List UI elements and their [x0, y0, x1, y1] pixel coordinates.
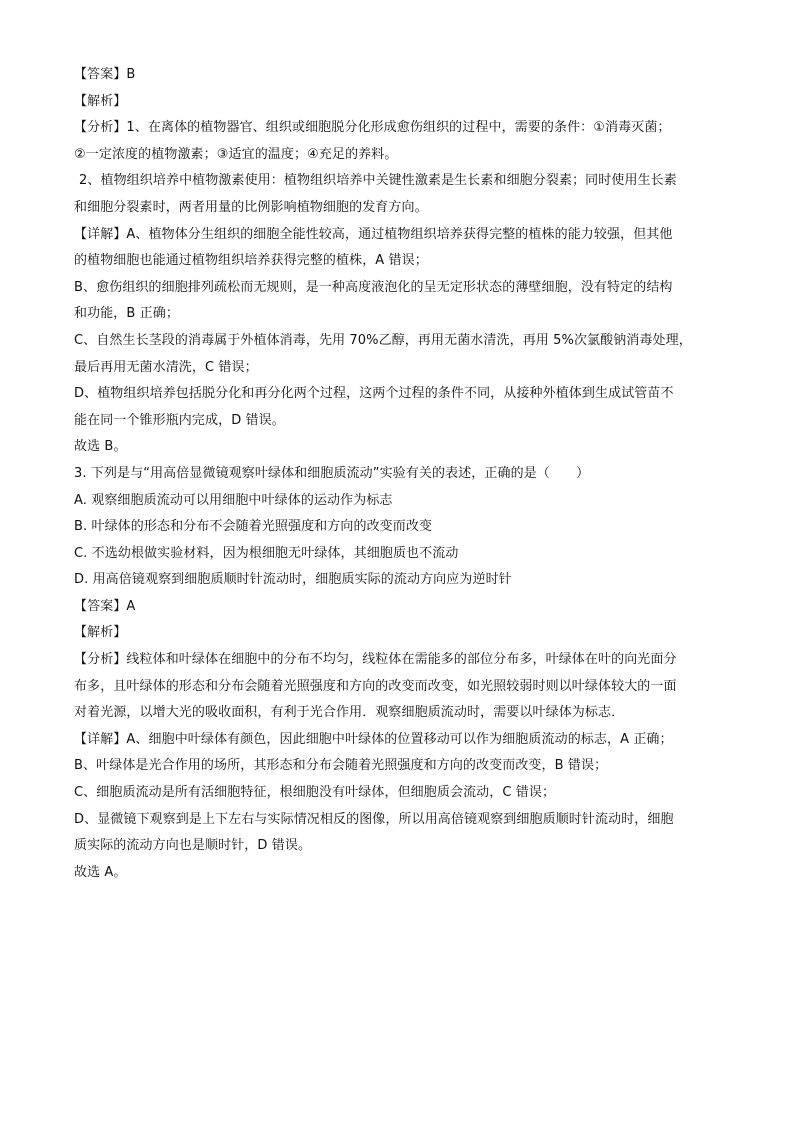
- question-stem: 3. 下列是与“用高倍显微镜观察叶绿体和细胞质流动”实验有关的表述，正确的是（ ）: [74, 465, 590, 481]
- option-a: A. 观察细胞质流动可以用细胞中叶绿体的运动作为标志: [74, 492, 393, 508]
- option-c: C. 不选幼根做实验材料，因为根细胞无叶绿体，其细胞质也不流动: [74, 545, 459, 561]
- detail-paragraph: B、愈伤组织的细胞排列疏松而无规则，是一种高度液泡化的呈无定形状态的薄壁细胞，没有特定的结构: [74, 279, 673, 295]
- conclusion: 故选 B。: [74, 439, 127, 455]
- detail-paragraph: 能在同一个锥形瓶内完成，D 错误。: [74, 412, 285, 428]
- detail-paragraph: D、植物组织培养包括脱分化和再分化两个过程，这两个过程的条件不同，从接种外植体到生成试管苗不: [74, 386, 674, 402]
- detail-paragraph: 【详解】A、细胞中叶绿体有颜色，因此细胞中叶绿体的位置移动可以作为细胞质流动的标志，A 正确；: [74, 731, 673, 747]
- option-d: D. 用高倍镜观察到细胞质顺时针流动时，细胞质实际的流动方向应为逆时针: [74, 572, 512, 588]
- detail-paragraph: D、显微镜下观察到是上下左右与实际情况相反的图像，所以用高倍镜观察到细胞质顺时针流动时，细胞: [74, 811, 674, 827]
- answer-label: 【答案】A: [74, 598, 136, 614]
- analysis-paragraph: 对着光源，以增大光的吸收面积，有利于光合作用．观察细胞质流动时，需要以叶绿体为标志．: [74, 705, 625, 721]
- analysis-paragraph: 【分析】线粒体和叶绿体在细胞中的分布不均匀，线粒体在需能多的部位分布多，叶绿体在叶的向光面分: [74, 652, 677, 668]
- analysis-paragraph: 布多，且叶绿体的形态和分布会随着光照强度和方向的改变而改变，如光照较弱时则以叶绿体较大的一面: [74, 678, 677, 694]
- analysis-heading: 【解析】: [74, 93, 127, 109]
- analysis-paragraph: ②一定浓度的植物激素；③适宜的温度；④充足的养料。: [74, 146, 398, 162]
- detail-paragraph: 和功能，B 正确；: [74, 306, 179, 322]
- detail-paragraph: 【详解】A、植物体分生组织的细胞全能性较高，通过植物组织培养获得完整的植株的能力较强，但其他: [74, 226, 673, 242]
- analysis-paragraph: 2、植物组织培养中植物激素使用：植物组织培养中关键性激素是生长素和细胞分裂素；同时使用生长素: [79, 173, 677, 189]
- conclusion: 故选 A。: [74, 864, 127, 880]
- analysis-heading: 【解析】: [74, 625, 127, 641]
- detail-paragraph: C、细胞质流动是所有活细胞特征，根细胞没有叶绿体，但细胞质会流动，C 错误；: [74, 785, 556, 801]
- option-b: B. 叶绿体的形态和分布不会随着光照强度和方向的改变而改变: [74, 519, 433, 535]
- analysis-paragraph: 【分析】1、在离体的植物器官、组织或细胞脱分化形成愈伤组织的过程中，需要的条件：①消毒灭菌；: [74, 120, 671, 136]
- detail-paragraph: 最后再用无菌水清洗，C 错误；: [74, 359, 258, 375]
- detail-paragraph: 质实际的流动方向也是顺时针，D 错误。: [74, 838, 312, 854]
- detail-paragraph: C、自然生长茎段的消毒属于外植体消毒，先用 70%乙醇，再用无菌水清洗，再用 5%次氯酸钠消毒处理，: [74, 332, 692, 348]
- document-page: [74, 62, 724, 886]
- analysis-paragraph: 和细胞分裂素时，两者用量的比例影响植物细胞的发育方向。: [74, 199, 428, 215]
- detail-paragraph: B、叶绿体是光合作用的场所，其形态和分布会随着光照强度和方向的改变而改变，B 错误；: [74, 758, 608, 774]
- detail-paragraph: 的植物细胞也能通过植物组织培养获得完整的植株，A 错误；: [74, 253, 428, 269]
- answer-label: 【答案】B: [74, 67, 136, 82]
